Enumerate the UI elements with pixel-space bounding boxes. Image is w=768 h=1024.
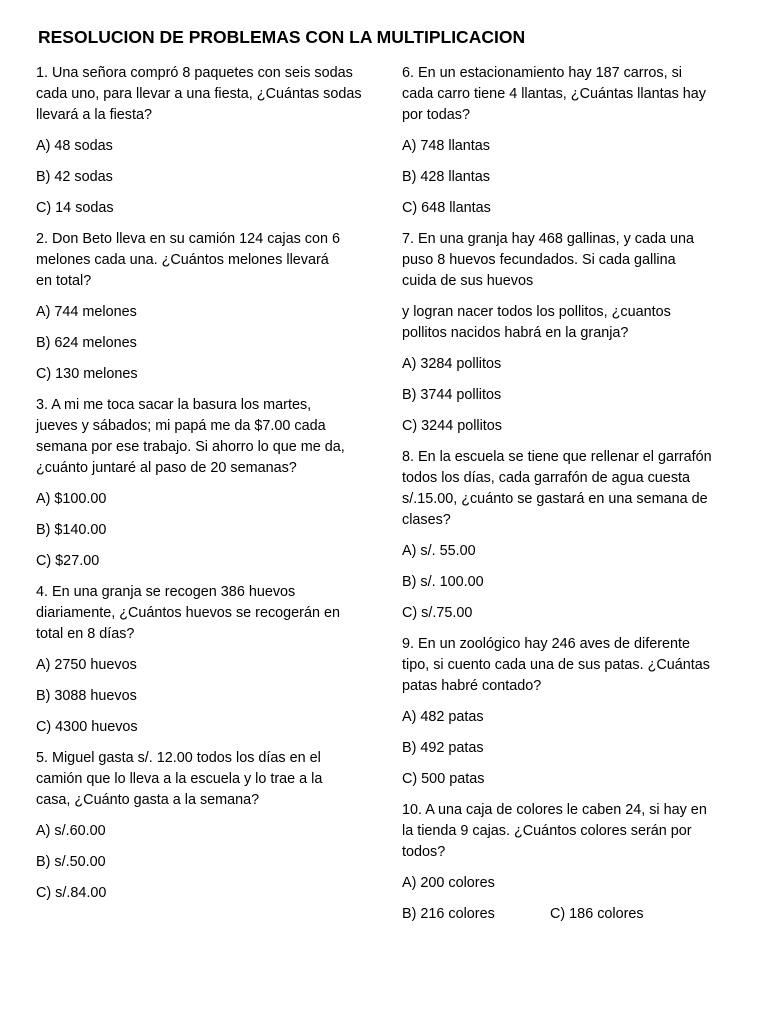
question-2-line: melones cada una. ¿Cuántos melones llevará — [36, 252, 329, 268]
question-3-line: ¿cuánto juntaré al paso de 20 semanas? — [36, 460, 297, 476]
question-7-continued — [402, 302, 747, 344]
question-2-option-a: A) 744 melones — [36, 304, 137, 320]
question-4-option-c: C) 4300 huevos — [36, 719, 138, 735]
question-7-line: y logran nacer todos los pollitos, ¿cuantos — [402, 304, 671, 320]
question-2 — [36, 229, 381, 292]
question-4-option-b: B) 3088 huevos — [36, 688, 137, 704]
question-9-line: 9. En un zoológico hay 246 aves de diferente — [402, 636, 691, 652]
question-3-line: 3. A mi me toca sacar la basura los martes, — [36, 397, 312, 413]
question-9-line: patas habré contado? — [402, 678, 542, 694]
question-3-option-c: C) $27.00 — [36, 553, 100, 569]
question-10-line: 10. A una caja de colores le caben 24, si hay en — [402, 802, 707, 818]
question-8-option-c: C) s/.75.00 — [402, 605, 473, 621]
question-7-line: pollitos nacidos habrá en la granja? — [402, 325, 629, 341]
question-8-line: clases? — [402, 512, 451, 528]
question-1-option-c: C) 14 sodas — [36, 200, 114, 216]
question-10 — [402, 800, 747, 863]
question-2-line: en total? — [36, 273, 92, 289]
question-6-option-c: C) 648 llantas — [402, 200, 491, 216]
question-10-line: todos? — [402, 844, 446, 860]
question-3 — [36, 395, 381, 479]
question-5-option-b: B) s/.50.00 — [36, 854, 106, 870]
question-2-option-c: C) 130 melones — [36, 366, 138, 382]
left-column — [36, 63, 381, 914]
question-7-option-b: B) 3744 pollitos — [402, 387, 502, 403]
question-9-option-c: C) 500 patas — [402, 771, 485, 787]
question-7-option-a: A) 3284 pollitos — [402, 356, 502, 372]
question-4-line: total en 8 días? — [36, 626, 135, 642]
question-7-line: puso 8 huevos fecundados. Si cada gallina — [402, 252, 676, 268]
question-10-option-c: C) 186 colores — [550, 906, 644, 922]
question-1-line: llevará a la fiesta? — [36, 107, 152, 123]
question-5-line: camión que lo lleva a la escuela y lo trae a la — [36, 771, 323, 787]
question-6-option-b: B) 428 llantas — [402, 169, 490, 185]
question-7-option-c: C) 3244 pollitos — [402, 418, 502, 434]
right-column — [402, 63, 747, 935]
question-2-option-b: B) 624 melones — [36, 335, 137, 351]
question-5-option-c: C) s/.84.00 — [36, 885, 107, 901]
question-9-option-b: B) 492 patas — [402, 740, 484, 756]
question-6-line: cada carro tiene 4 llantas, ¿Cuántas llantas hay — [402, 86, 706, 102]
question-1-line: cada uno, para llevar a una fiesta, ¿Cuántas sodas — [36, 86, 362, 102]
question-8-line: s/.15.00, ¿cuánto se gastará en una semana de — [402, 491, 708, 507]
question-1-line: 1. Una señora compró 8 paquetes con seis sodas — [36, 65, 353, 81]
question-3-line: semana por ese trabajo. Si ahorro lo que me da, — [36, 439, 345, 455]
question-3-option-b: B) $140.00 — [36, 522, 107, 538]
question-4-option-a: A) 2750 huevos — [36, 657, 137, 673]
question-10-option-b: B) 216 colores — [402, 906, 495, 922]
question-10-line: la tienda 9 cajas. ¿Cuántos colores serán por — [402, 823, 692, 839]
question-4 — [36, 582, 381, 645]
question-1 — [36, 63, 381, 126]
question-9-line: tipo, si cuento cada una de sus patas. ¿Cuántas — [402, 657, 710, 673]
question-10-options-row — [402, 904, 747, 925]
question-4-line: diariamente, ¿Cuántos huevos se recogerán en — [36, 605, 340, 621]
question-3-option-a: A) $100.00 — [36, 491, 107, 507]
question-10-option-a: A) 200 colores — [402, 875, 495, 891]
question-5 — [36, 748, 381, 811]
question-8-option-a: A) s/. 55.00 — [402, 543, 476, 559]
question-9-option-a: A) 482 patas — [402, 709, 484, 725]
question-8-line: todos los días, cada garrafón de agua cuesta — [402, 470, 691, 486]
question-2-line: 2. Don Beto lleva en su camión 124 cajas con 6 — [36, 231, 340, 247]
question-6 — [402, 63, 747, 126]
question-7 — [402, 229, 747, 292]
question-5-line: casa, ¿Cuánto gasta a la semana? — [36, 792, 260, 808]
question-6-line: 6. En un estacionamiento hay 187 carros, si — [402, 65, 682, 81]
question-9 — [402, 634, 747, 697]
question-5-option-a: A) s/.60.00 — [36, 823, 106, 839]
question-7-line: 7. En una granja hay 468 gallinas, y cada una — [402, 231, 695, 247]
question-7-line: cuida de sus huevos — [402, 273, 534, 289]
question-6-option-a: A) 748 llantas — [402, 138, 490, 154]
question-1-option-a: A) 48 sodas — [36, 138, 113, 154]
question-6-line: por todas? — [402, 107, 471, 123]
question-8-option-b: B) s/. 100.00 — [402, 574, 484, 590]
question-1-option-b: B) 42 sodas — [36, 169, 113, 185]
question-8-line: 8. En la escuela se tiene que rellenar el garrafón — [402, 449, 712, 465]
question-4-line: 4. En una granja se recogen 386 huevos — [36, 584, 296, 600]
question-8 — [402, 447, 747, 531]
question-5-line: 5. Miguel gasta s/. 12.00 todos los días en el — [36, 750, 321, 766]
question-3-line: jueves y sábados; mi papá me da $7.00 cada — [36, 418, 326, 434]
page-title: RESOLUCION DE PROBLEMAS CON LA MULTIPLICACION — [38, 27, 526, 47]
